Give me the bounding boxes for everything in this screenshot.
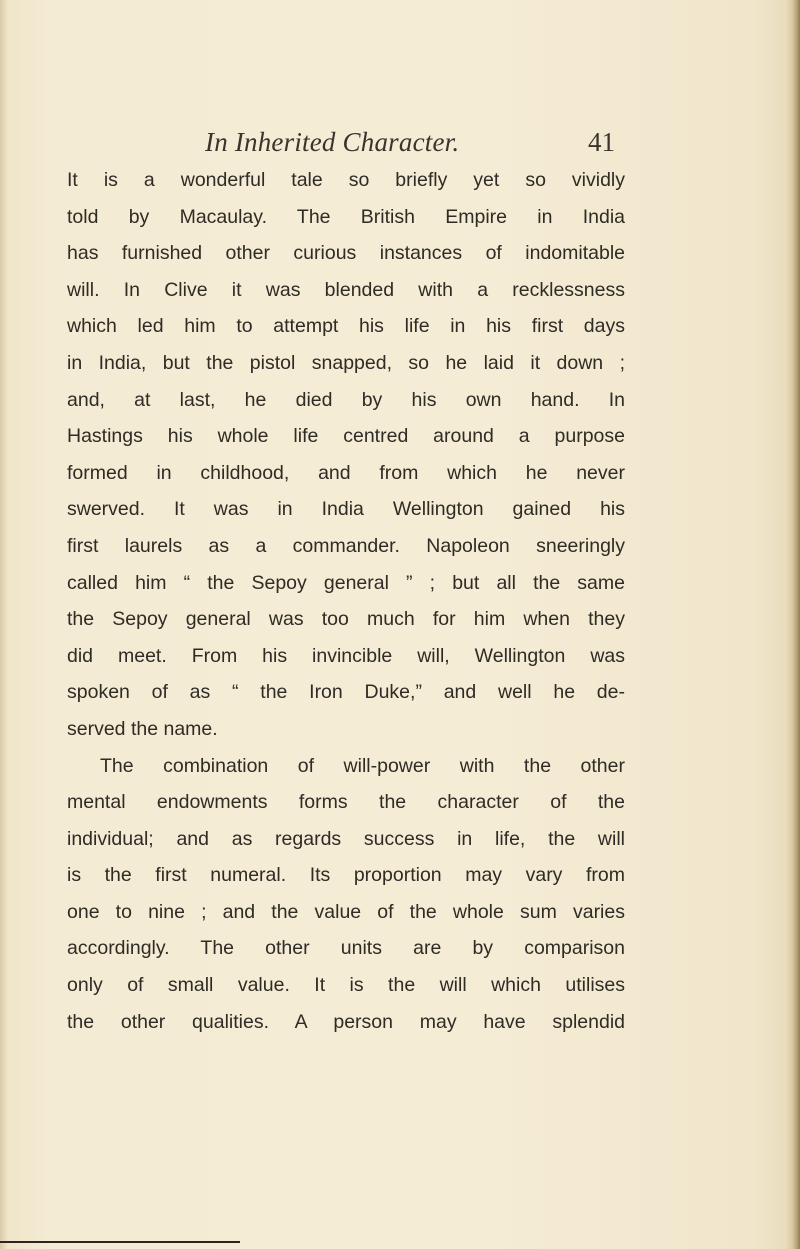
- text-line: the other qualities. A person may have splendid: [67, 1010, 625, 1033]
- text-line: is the first numeral. Its proportion may vary from: [67, 864, 625, 887]
- text-line: which led him to attempt his life in his first days: [67, 315, 625, 338]
- text-line: individual; and as regards success in life, the will: [67, 827, 625, 850]
- text-line: only of small value. It is the will which utilises: [67, 974, 625, 997]
- page-bottom-rule: [0, 1241, 240, 1243]
- text-line: in India, but the pistol snapped, so he laid it down ;: [67, 351, 625, 374]
- text-line: spoken of as “ the Iron Duke,” and well he de-: [67, 681, 625, 704]
- body-text: [67, 162, 625, 1040]
- running-title: In Inherited Character.: [205, 127, 460, 157]
- page-number: 41: [588, 127, 615, 157]
- text-line: called him “ the Sepoy general ” ; but all the same: [67, 571, 625, 594]
- text-line: did meet. From his invincible will, Wellington was: [67, 644, 625, 667]
- page-left-edge: [0, 0, 8, 1249]
- text-line: told by Macaulay. The British Empire in India: [67, 205, 625, 228]
- text-line: accordingly. The other units are by comparison: [67, 937, 625, 960]
- text-line: first laurels as a commander. Napoleon sneeringly: [67, 534, 625, 557]
- text-line: Hastings his whole life centred around a purpose: [67, 425, 625, 448]
- text-line: will. In Clive it was blended with a recklessness: [67, 278, 625, 301]
- text-line: and, at last, he died by his own hand. In: [67, 388, 625, 411]
- page-right-edge: [786, 0, 800, 1249]
- text-line: one to nine ; and the value of the whole sum varies: [67, 900, 625, 923]
- text-line: The combination of will-power with the other: [100, 754, 625, 777]
- text-line: It is a wonderful tale so briefly yet so vividly: [67, 169, 625, 191]
- text-line: has furnished other curious instances of indomitable: [67, 242, 625, 265]
- text-line: served the name.: [67, 717, 218, 740]
- running-header: [0, 122, 800, 162]
- text-line: formed in childhood, and from which he never: [67, 461, 625, 484]
- text-line: mental endowments forms the character of the: [67, 791, 625, 814]
- text-line: the Sepoy general was too much for him when they: [67, 608, 625, 631]
- text-line: swerved. It was in India Wellington gained his: [67, 498, 625, 521]
